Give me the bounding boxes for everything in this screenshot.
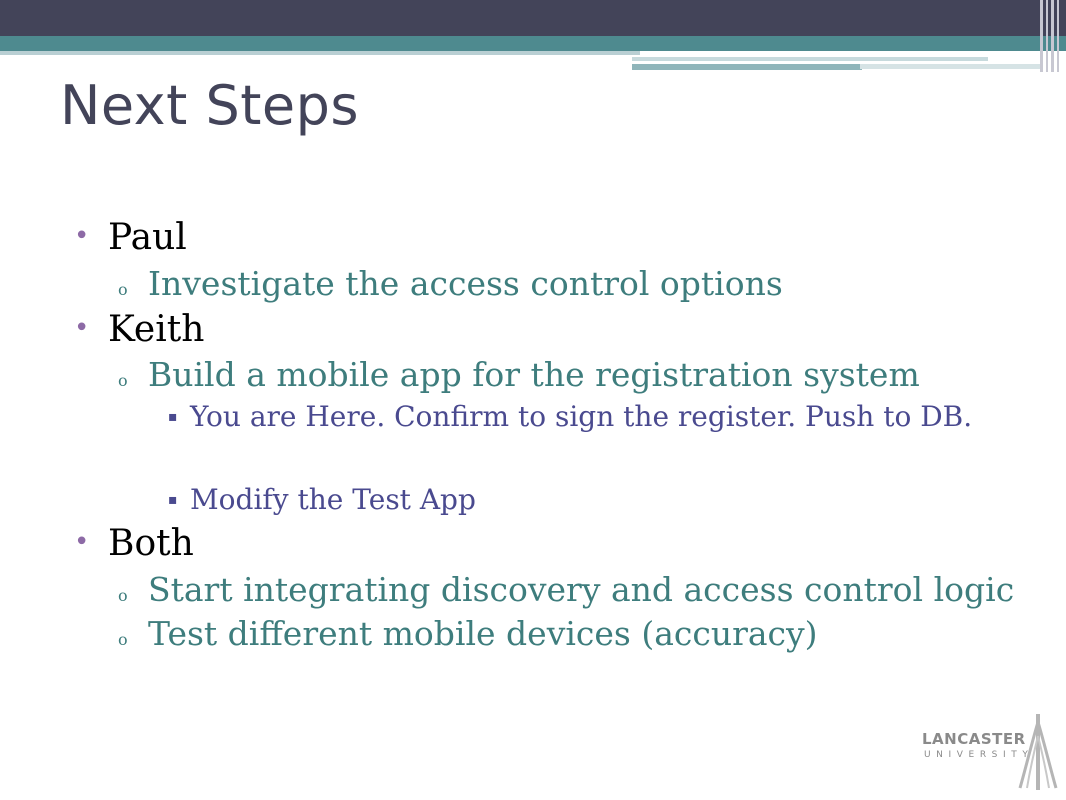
bullet-icon: •: [74, 221, 90, 251]
list-subitem: [118, 614, 818, 653]
bullet-icon: o: [118, 280, 128, 299]
list-subitem: [118, 570, 1015, 609]
list-item: [74, 217, 187, 258]
logo-subtitle: UNIVERSITY: [924, 750, 1034, 760]
bullet-icon: ▪: [168, 409, 178, 425]
list-item: [74, 309, 205, 350]
list-subitem-label: Start integrating discovery and access control logic: [148, 570, 1015, 609]
list-subitem: [118, 355, 920, 394]
list-item-label: Keith: [108, 309, 205, 350]
list-subsubitem-label: You are Here. Confirm to sign the register. Push to DB.: [190, 400, 973, 433]
list-subitem-label: Build a mobile app for the registration system: [148, 355, 920, 394]
list-item-label: Both: [108, 523, 194, 564]
logo-name: LANCASTER: [922, 730, 1026, 748]
list-subitem-label: Test different mobile devices (accuracy): [148, 614, 818, 653]
list-subsubitem: [168, 479, 1008, 521]
bullet-icon: •: [74, 313, 90, 343]
bullet-icon: o: [118, 586, 128, 605]
list-subsubitem-label: Modify the Test App: [190, 483, 476, 516]
slide-title: Next Steps: [60, 74, 360, 137]
bullet-icon: o: [118, 630, 128, 649]
bullet-icon: •: [74, 527, 90, 557]
logo-mark-icon: [1018, 712, 1058, 792]
list-item-label: Paul: [108, 217, 187, 258]
list-subitem: [118, 264, 783, 303]
list-item: [74, 523, 194, 564]
university-logo: [922, 712, 1058, 792]
list-subsubitem: [168, 396, 1008, 438]
bullet-icon: ▪: [168, 492, 178, 508]
list-subitem-label: Investigate the access control options: [148, 264, 783, 303]
bullet-icon: o: [118, 371, 128, 390]
